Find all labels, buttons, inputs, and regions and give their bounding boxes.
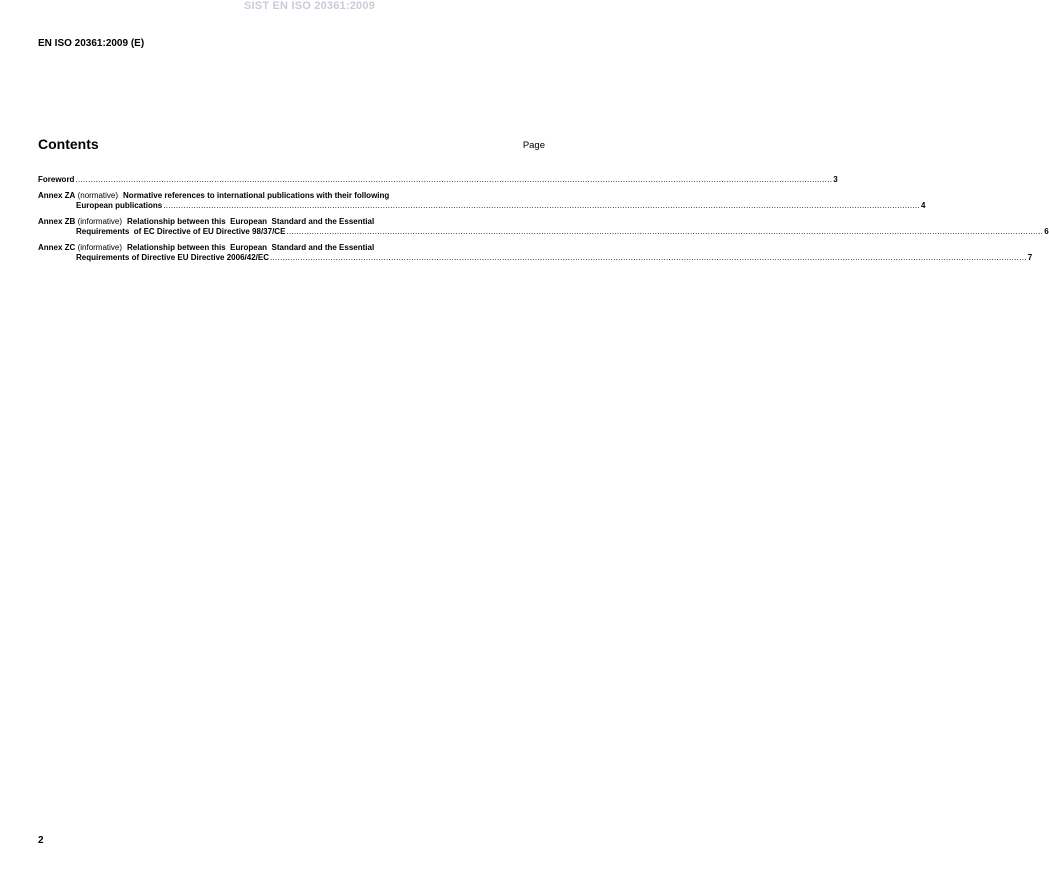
toc-annex-kind: (informative) [77,217,123,226]
page-column-label: Page [522,140,545,151]
toc-entry-annex-zb[interactable] [38,217,1049,237]
toc-page-number: 7 [1027,253,1033,262]
toc-annex-label: Annex ZC [38,243,76,252]
toc-entry-title-line2: European publications [76,201,163,210]
toc-entry-title-line1: Normative references to international publications with their following [123,191,390,200]
toc-entry-annex-za[interactable] [38,191,926,211]
dot-leader: ............................................................................................................................................................................................................................................................................................................ [286,227,1044,236]
contents-heading: Contents [38,136,99,152]
watermark: SIST EN ISO 20361:2009 [244,0,375,12]
document-id-header: EN ISO 20361:2009 (E) [38,38,145,49]
toc-annex-label: Annex ZA [38,191,76,200]
toc-entry-title-line2: Requirements of EC Directive of EU Directive 98/37/CE [76,227,286,236]
page-number: 2 [38,835,44,846]
dot-leader: ............................................................................................................................................................................................................................................................................................................ [163,201,921,210]
toc-annex-kind: (informative) [77,243,123,252]
toc-entry-annex-zc[interactable] [38,243,1033,263]
dot-leader: ............................................................................................................................................................................................................................................................................................................ [75,175,833,184]
toc-page-number: 4 [921,201,926,210]
toc-entry-title-line1: Relationship between this European Standard and the Essential [127,217,375,226]
toc-page-number: 3 [833,175,838,184]
toc-annex-kind: (normative) [77,191,119,200]
toc-entry-title-line2: Requirements of Directive EU Directive 2006/42/EC [76,253,269,262]
toc-entry-label: Foreword [38,175,75,184]
toc-entry-title-line1: Relationship between this European Standard and the Essential [127,243,375,252]
toc-entry-foreword[interactable] [38,175,838,185]
toc-annex-label: Annex ZB [38,217,76,226]
toc-page-number: 6 [1044,227,1049,236]
dot-leader: ............................................................................................................................................................................................................................................................................................................ [269,253,1027,262]
table-of-contents [38,175,1049,269]
